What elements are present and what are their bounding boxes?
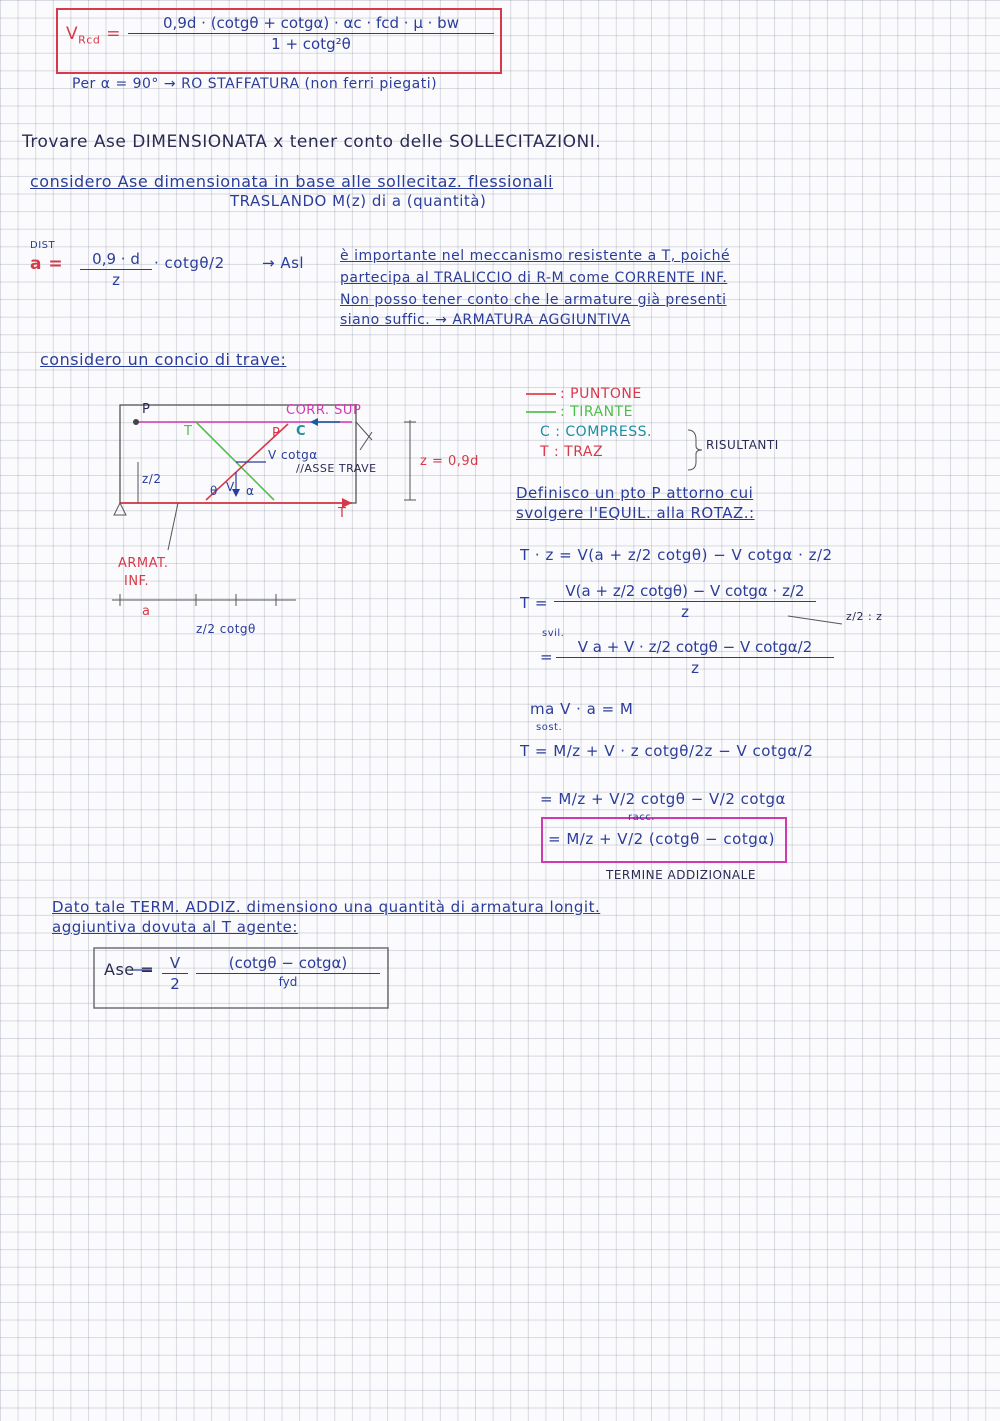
diagram-c-label: C bbox=[296, 424, 307, 439]
eq6: = M/z + V/2 (cotgθ − cotgα) bbox=[548, 830, 775, 848]
asl-text-4: siano suffic. → ARMATURA AGGIUNTIVA bbox=[340, 312, 631, 328]
c-arrowhead bbox=[310, 418, 318, 426]
eq2-lhs: T = bbox=[520, 594, 548, 612]
svil-label: svil. bbox=[542, 628, 565, 639]
dist-label: DIST bbox=[30, 240, 56, 251]
dato-line-2: aggiuntiva dovuta al T agente: bbox=[52, 918, 298, 936]
diagram-armat: ARMAT. bbox=[118, 556, 169, 571]
diagram-t-bottom: T bbox=[338, 506, 347, 521]
diagram-alpha: α bbox=[246, 484, 255, 498]
diagram-z-half: z/2 bbox=[142, 472, 162, 486]
asl-text-1: è importante nel meccanismo resistente a T, poiché bbox=[340, 248, 731, 264]
eq3-lhs: = bbox=[540, 648, 554, 666]
diagram-a-label: a bbox=[142, 604, 151, 619]
final-coef: $\frac{V}{2}$ bbox=[162, 954, 188, 993]
legend-tirante: : TIRANTE bbox=[560, 404, 633, 420]
diagram-v-label: V bbox=[226, 480, 235, 494]
diagram-z-eq: z = 0,9d bbox=[420, 454, 479, 469]
eq4: T = M/z + V · z cotgθ/2z − V cotgα/2 bbox=[520, 742, 814, 760]
termine-addizionale: TERMINE ADDIZIONALE bbox=[606, 868, 756, 882]
legend-puntone: : PUNTONE bbox=[560, 386, 642, 402]
a-lhs: a = bbox=[30, 254, 64, 274]
diagram-frame bbox=[120, 405, 356, 503]
eq3-fraction: $\frac{\text{V a + V · z/2 cotgθ − V cotgα/2}}{z}$ bbox=[556, 638, 834, 677]
final-fraction: (cotgθ − cotgα) fyd bbox=[196, 954, 380, 989]
vrcd-lhs: $V_{Rcd}$ = bbox=[66, 24, 121, 47]
diagram-asse-trave: //ASSE TRAVE bbox=[296, 462, 377, 475]
diagram-inf: INF. bbox=[124, 574, 150, 589]
a-tail: · cotgθ/2 bbox=[154, 254, 225, 272]
legend-brace bbox=[688, 430, 702, 470]
eq5: = M/z + V/2 cotgθ − V/2 cotgα bbox=[540, 790, 786, 808]
diagram-corr-sup: CORR. SUP bbox=[286, 403, 362, 418]
eq2-fraction: $\frac{\text{V(a + z/2 cotgθ) − V cotgα · z/2}}{z}$ bbox=[554, 582, 816, 621]
define-p-1: Definisco un pto P attorno cui bbox=[516, 484, 754, 502]
section-heading: Trovare Ase DIMENSIONATA x tener conto delle SOLLECITAZIONI. bbox=[22, 132, 602, 152]
consider-line-2: TRASLANDO M(z) di a (quantità) bbox=[230, 192, 487, 210]
diagram-p-top: P bbox=[142, 402, 151, 417]
legend-traz: T : TRAZ bbox=[540, 444, 604, 460]
vrcd-numerator: 0,9d · (cotgθ + cotgα) · αc · fcd · μ · bw bbox=[128, 14, 494, 34]
sost-label: sost. bbox=[536, 722, 563, 733]
diagram-theta: θ bbox=[210, 484, 218, 498]
a-arrow-asl: → Asl bbox=[262, 254, 305, 272]
asl-text-2: partecipa al TRALICCIO di R-M come CORRENTE INF. bbox=[340, 270, 728, 286]
diagram-t-label: T bbox=[184, 424, 193, 439]
legend-risultanti: RISULTANTI bbox=[706, 438, 779, 452]
legend-compress: C : COMPRESS. bbox=[540, 424, 653, 440]
note-alpha: Per α = 90° → RO STAFFATURA (non ferri piegati) bbox=[72, 76, 438, 92]
dato-line-1: Dato tale TERM. ADDIZ. dimensiono una quantità di armatura longit. bbox=[52, 898, 601, 916]
a-fraction: $\frac{0,9 \cdot d}{z}$ bbox=[80, 250, 152, 289]
consider-concio: considero un concio di trave: bbox=[40, 350, 287, 369]
side-note: z/2 : z bbox=[846, 610, 883, 623]
diagram-z2-cotg: z/2 cotgθ bbox=[196, 622, 256, 636]
diagram-v-cotga: V cotgα bbox=[268, 448, 318, 462]
p-dot bbox=[133, 419, 139, 425]
final-lhs: Ase = bbox=[104, 960, 155, 979]
define-p-2: svolgere l'EQUIL. alla ROTAZ.: bbox=[516, 504, 755, 522]
consider-line-1: considero Ase dimensionata in base alle sollecitaz. flessionali bbox=[30, 172, 554, 191]
ma-text: ma V · a = M bbox=[530, 700, 634, 718]
vrcd-denominator: 1 + cotg²θ bbox=[271, 35, 351, 53]
racc-label: racc. bbox=[628, 812, 655, 823]
diagram-p-mid: P bbox=[272, 426, 281, 441]
eq1: T · z = V(a + z/2 cotgθ) − V cotgα · z/2 bbox=[520, 546, 833, 564]
support-icon bbox=[114, 503, 126, 515]
asl-text-3: Non posso tener conto che le armature già presenti bbox=[340, 292, 727, 308]
tirante-diagonal bbox=[196, 422, 274, 500]
